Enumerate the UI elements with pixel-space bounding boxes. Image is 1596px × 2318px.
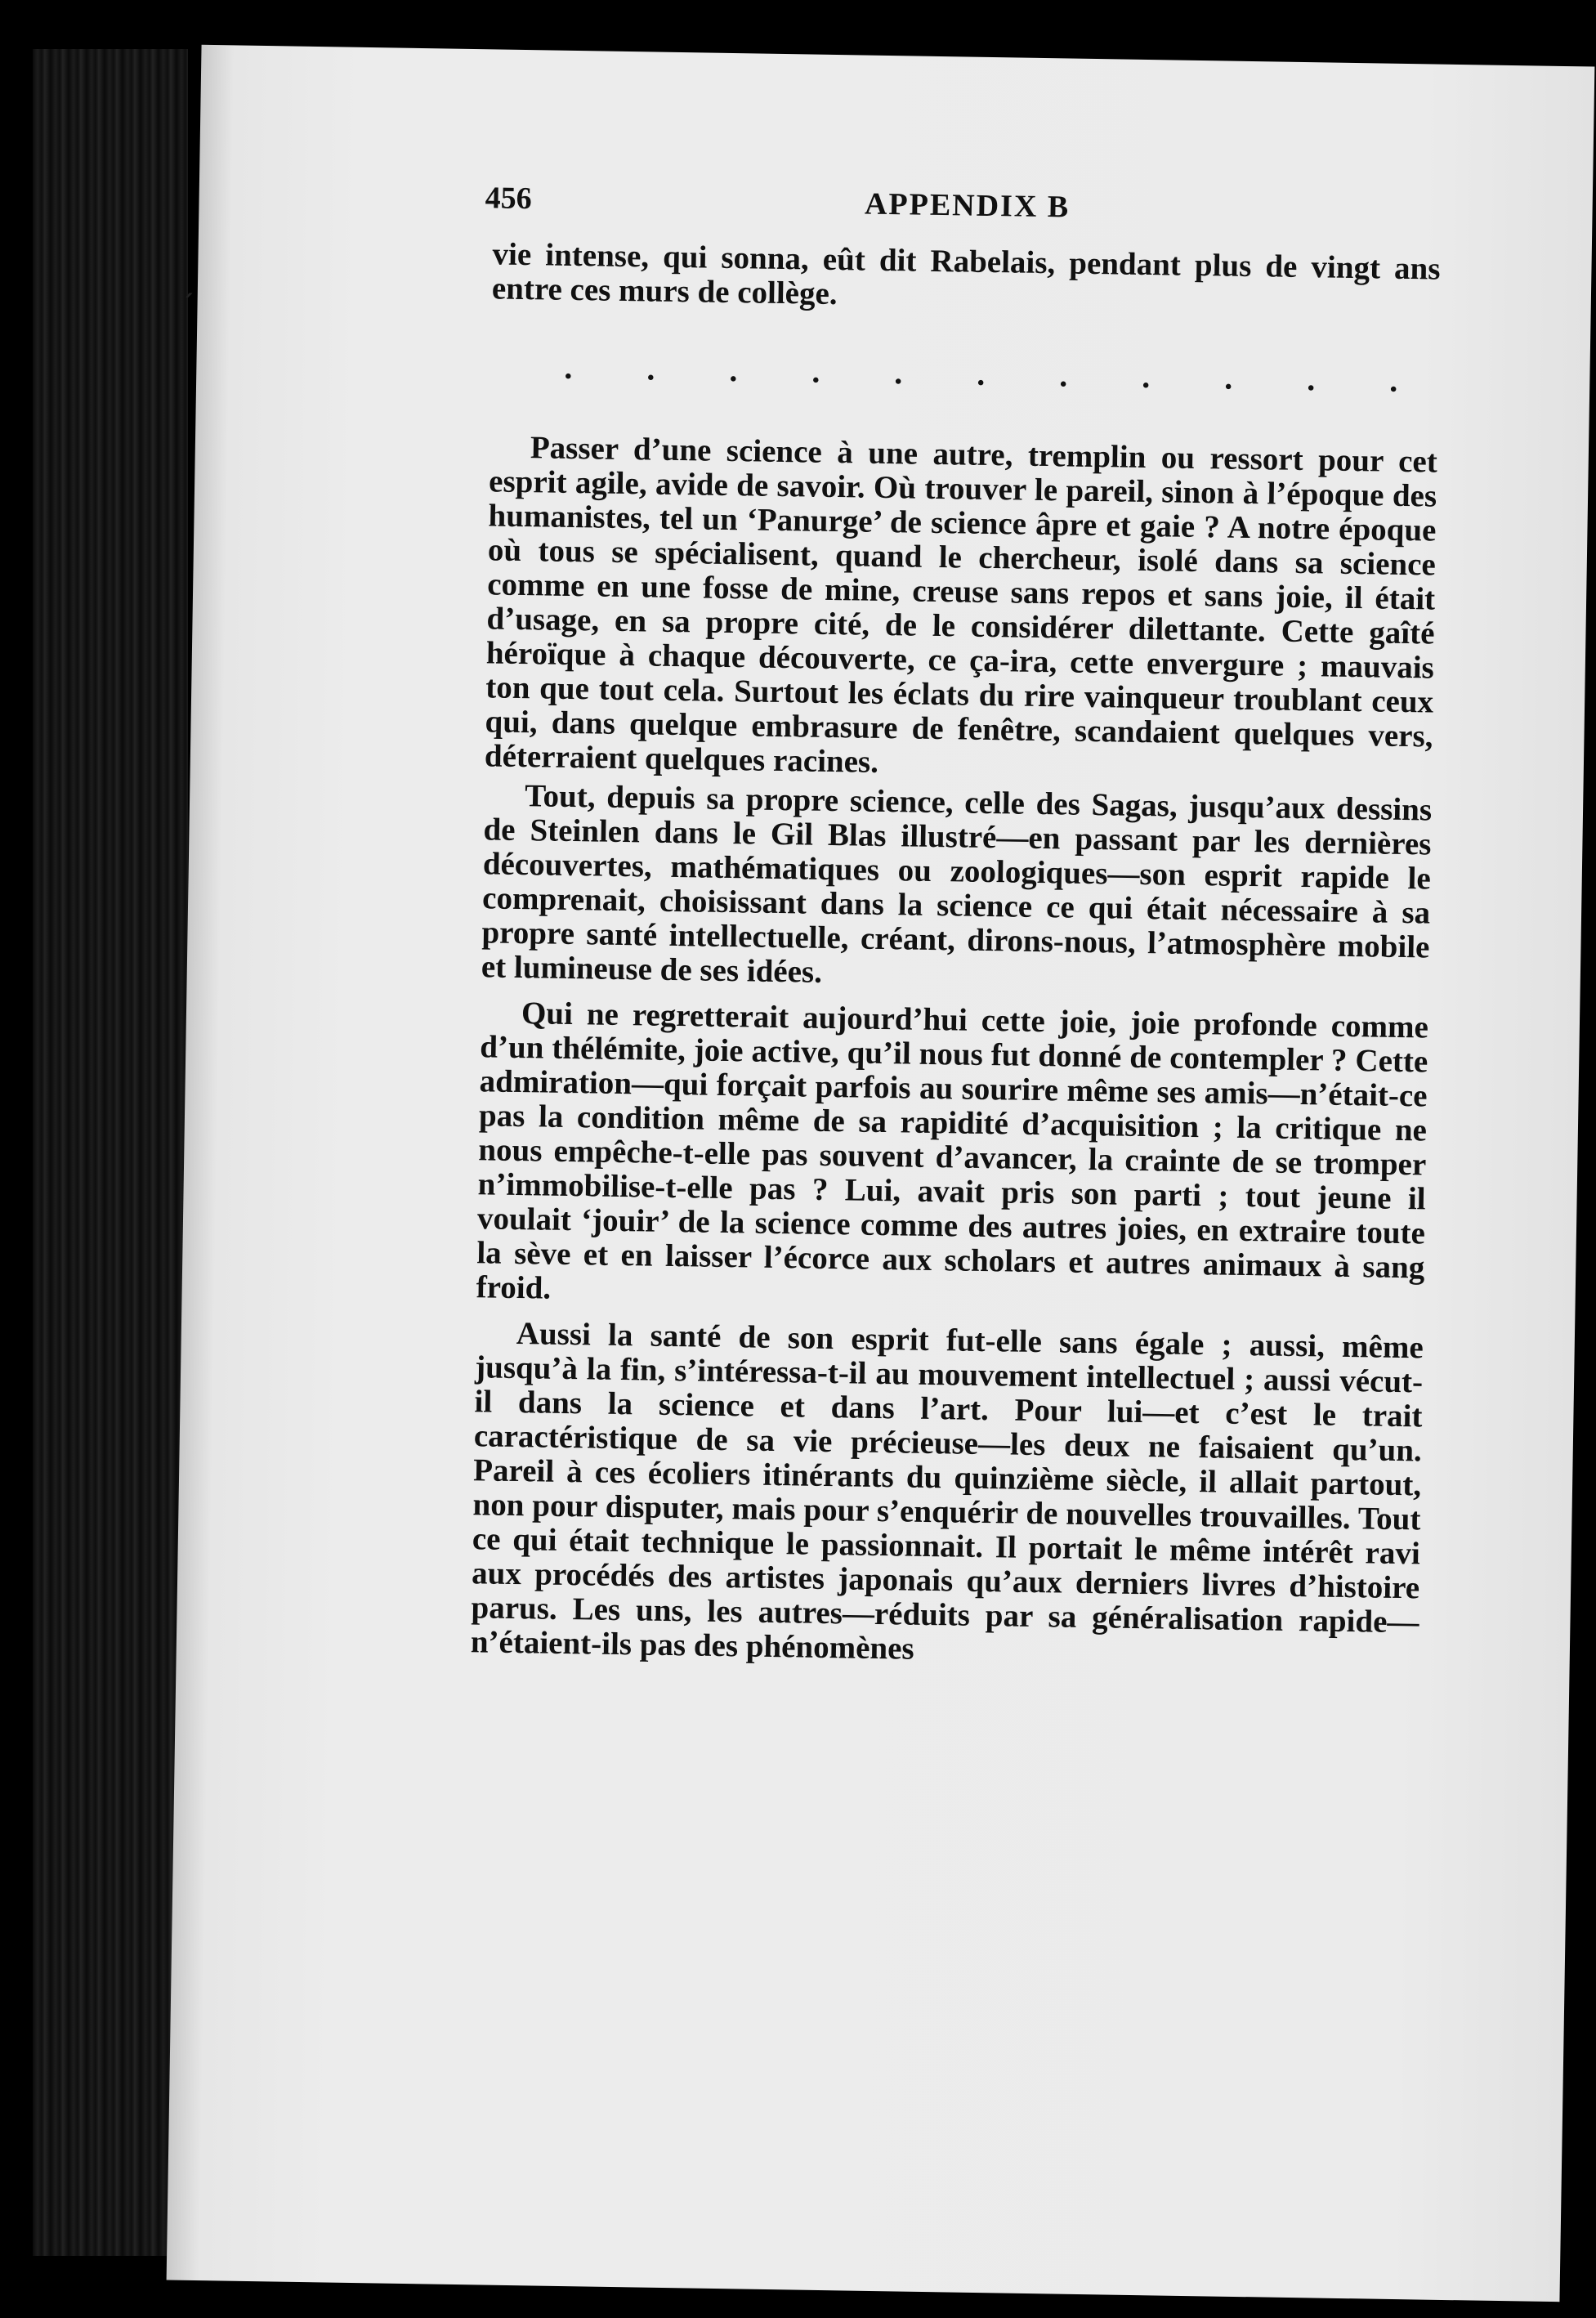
page-content [471, 180, 1442, 1674]
separator-dot: . [729, 351, 738, 389]
separator-dot: . [1223, 359, 1233, 396]
page-number: 456 [485, 181, 533, 217]
book-page [167, 45, 1595, 2302]
separator-dot: . [1388, 361, 1398, 399]
section-separator [490, 347, 1439, 400]
scan-artifact-mark: ˏ [181, 270, 194, 298]
paragraph: Passer d’une science à une autre, tremplin ou ressort pour cet esprit agile, avide de savoir. Où trouver le pareil, sinon à l’époque des humanistes, tel un ‘Panurge’ de science âpre et gaie ? A notre époque où tous se spécialisent, quand le chercheur, isolé dans sa science comme en une fosse de mine, creuse sans repos et sans joie, il était d’usage, en sa propre cité, de le considérer dilettante. Cette gaîté héroïque à chaque découverte, ce ça-ira, cette envergure ; mauvais ton que tout cela. Surtout les éclats du rire vainqueur troublant ceux qui, dans quelque embrasure de fenêtre, scandaient quelques vers, déterraient quelques racines. [484, 430, 1438, 780]
separator-dot: . [646, 350, 655, 387]
separator-dot: . [1142, 357, 1151, 396]
separator-dot: . [811, 352, 820, 390]
paragraph-continuation: vie intense, qui sonna, eût dit Rabelais, pendant plus de vingt ans entre ces murs de collège. [491, 236, 1441, 312]
paragraph: Qui ne regretterait aujourd’hui cette joie, joie profonde comme d’un thélémite, joie active, qu’il nous fut donné de contempler ? Cette admiration—qui forçait parfois au sourire même ses amis—n’était-ce pas la condition même de sa rapidité d’acquisition ; la critique ne nous empêche-t-elle pas souvent d’avancer, la crainte de se tromper n’immobilise-t-elle pas ? Lui, avait pris son parti ; tout jeune il voulait ‘jouir’ de la science comme des autres joies, en extraire toute la sève et en laisser l’écorce aux scholars et autres animaux à sang froid. [476, 996, 1429, 1306]
paragraph: Aussi la santé de son esprit fut-elle sans égale ; aussi, même jusqu’à la fin, s’intéressa-t-il au mouvement intellectuel ; aussi vécut-il dans la science et dans l’art. Pour lui—et c’est le trait caractéristique de sa vie précieuse—les deux ne faisaient qu’un. Pareil à ces écoliers itinérants du quinzième siècle, il allait partout, non pour disputer, mais pour s’enquérir de nouvelles trouvailles. Tout ce qui était technique le passionnait. Il portait le même intérêt ravi aux procédés des artistes japonais qu’aux derniers livres d’histoire parus. Les uns, les autres—réduits par sa généralisation rapide—n’étaient-ils pas des phénomènes [470, 1316, 1424, 1667]
separator-dot: . [564, 348, 573, 386]
separator-dot: . [1306, 360, 1316, 398]
separator-dot: . [977, 355, 986, 392]
running-head: APPENDIX B [864, 186, 1071, 225]
separator-dot: . [894, 354, 903, 392]
paragraph: Tout, depuis sa propre science, celle des Sagas, jusqu’aux dessins de Steinlen dans le Gil Blas illustré—en passant par les dernières découvertes, mathématiques ou zoologiques—son esprit rapide le comprenait, choisissant dans la science ce qui était nécessaire à sa propre santé intellectuelle, créant, dirons-nous, l’atmosphère mobile et lumineuse de ses idées. [481, 778, 1433, 990]
book-spine [33, 49, 188, 2256]
separator-dot: . [1059, 356, 1068, 394]
